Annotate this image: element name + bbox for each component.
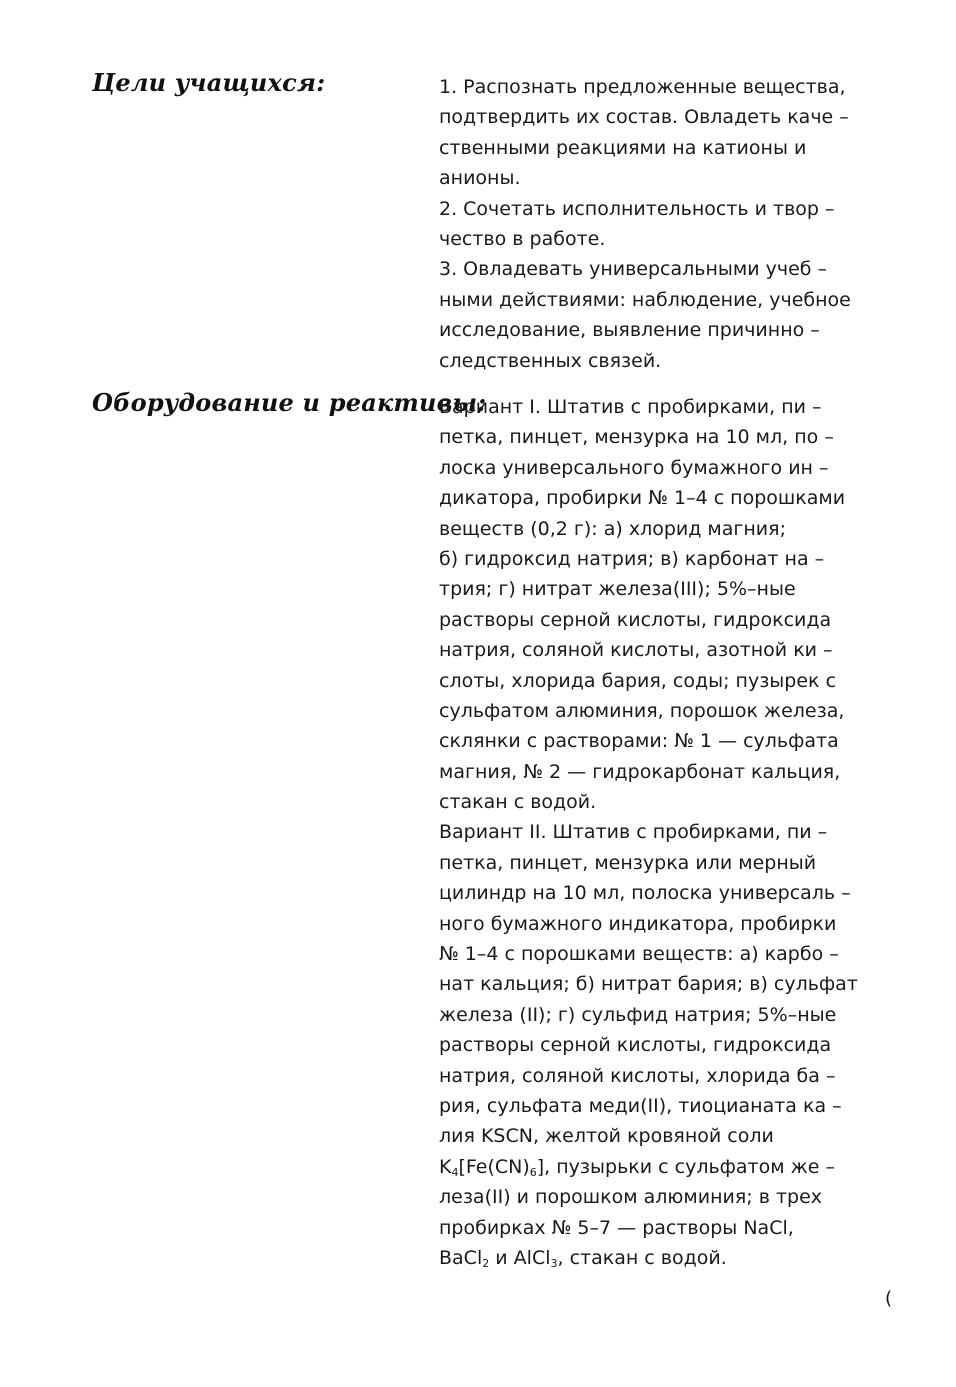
equipment-line: трия; г) нитрат железа(III); 5%–ные: [439, 578, 796, 601]
formula-line-last: [439, 1243, 879, 1273]
formula-part: и AlCl: [489, 1246, 551, 1269]
goals-line: исследование, выявление причинно –: [439, 319, 820, 342]
equipment-line: рия, сульфата меди(II), тиоцианата ка –: [439, 1094, 842, 1117]
goals-text: [439, 72, 879, 376]
goals-line: анионы.: [439, 167, 521, 190]
goals-line: следственных связей.: [439, 349, 662, 372]
goals-line: ными действиями: наблюдение, учебное: [439, 288, 851, 311]
equipment-heading: Оборудование и реактивы:: [92, 388, 487, 417]
goals-line: чество в работе.: [439, 227, 606, 250]
equipment-line: петка, пинцет, мензурка на 10 мл, по –: [439, 426, 834, 449]
equipment-line: Вариант I. Штатив с пробирками, пи –: [439, 396, 822, 418]
equipment-line: железа (II); г) сульфид натрия; 5%–ные: [439, 1003, 837, 1026]
equipment-line: растворы серной кислоты, гидроксида: [439, 1034, 832, 1057]
formula-subscript: 6: [529, 1165, 537, 1179]
equipment-line: натрия, соляной кислоты, азотной ки –: [439, 639, 833, 662]
formula-part: , стакан с водой.: [557, 1246, 727, 1269]
goals-line: 1. Распознать предложенные вещества,: [439, 76, 846, 98]
equipment-line: веществ (0,2 г): а) хлорид магния;: [439, 517, 786, 540]
equipment-line: цилиндр на 10 мл, полоска универсаль –: [439, 882, 851, 905]
equipment-line: слоты, хлорида бария, соды; пузырек с: [439, 669, 837, 692]
equipment-line: сульфатом алюминия, порошок железа,: [439, 699, 845, 722]
equipment-line: растворы серной кислоты, гидроксида: [439, 608, 832, 631]
equipment-line: № 1–4 с порошками веществ: а) карбо –: [439, 943, 839, 966]
equipment-line: дикатора, пробирки № 1–4 с порошками: [439, 487, 846, 510]
formula-part: K: [439, 1155, 452, 1178]
formula-subscript: 2: [482, 1256, 490, 1270]
equipment-line: Вариант II. Штатив с пробирками, пи –: [439, 821, 828, 844]
equipment-line: склянки с растворами: № 1 — сульфата: [439, 730, 839, 753]
formula-part: BaCl: [439, 1246, 483, 1269]
formula-part: [Fe(CN): [458, 1155, 530, 1178]
goals-line: 3. Овладевать универсальными учеб –: [439, 258, 828, 281]
equipment-line: натрия, соляной кислоты, хлорида ба –: [439, 1064, 836, 1087]
page-mark: (: [884, 1288, 892, 1309]
formula-subscript: 4: [451, 1165, 459, 1179]
equipment-line: б) гидроксид натрия; в) карбонат на –: [439, 547, 825, 570]
equipment-line: магния, № 2 — гидрокарбонат кальция,: [439, 760, 841, 783]
formula-line-k4: [439, 1152, 879, 1182]
equipment-line: лия KSCN, желтой кровяной соли: [439, 1125, 774, 1148]
equipment-line: лоска универсального бумажного ин –: [439, 456, 829, 479]
equipment-line: стакан с водой.: [439, 791, 597, 814]
formula-subscript: 3: [550, 1256, 558, 1270]
goals-line: ственными реакциями на катионы и: [439, 136, 807, 159]
equipment-line: пробирках № 5–7 — растворы NaCl,: [439, 1216, 794, 1239]
goals-line: 2. Сочетать исполнительность и твор –: [439, 197, 835, 220]
goals-line: подтвердить их состав. Овладеть каче –: [439, 106, 849, 129]
equipment-text: [439, 392, 879, 1273]
formula-part: ], пузырьки с сульфатом же –: [536, 1155, 835, 1178]
equipment-line: леза(II) и порошком алюминия; в трех: [439, 1186, 823, 1209]
equipment-line: петка, пинцет, мензурка или мерный: [439, 851, 817, 874]
equipment-line: нат кальция; б) нитрат бария; в) сульфат: [439, 973, 858, 996]
goals-heading: Цели учащихся:: [92, 68, 326, 97]
equipment-line: ного бумажного индикатора, пробирки: [439, 912, 837, 935]
